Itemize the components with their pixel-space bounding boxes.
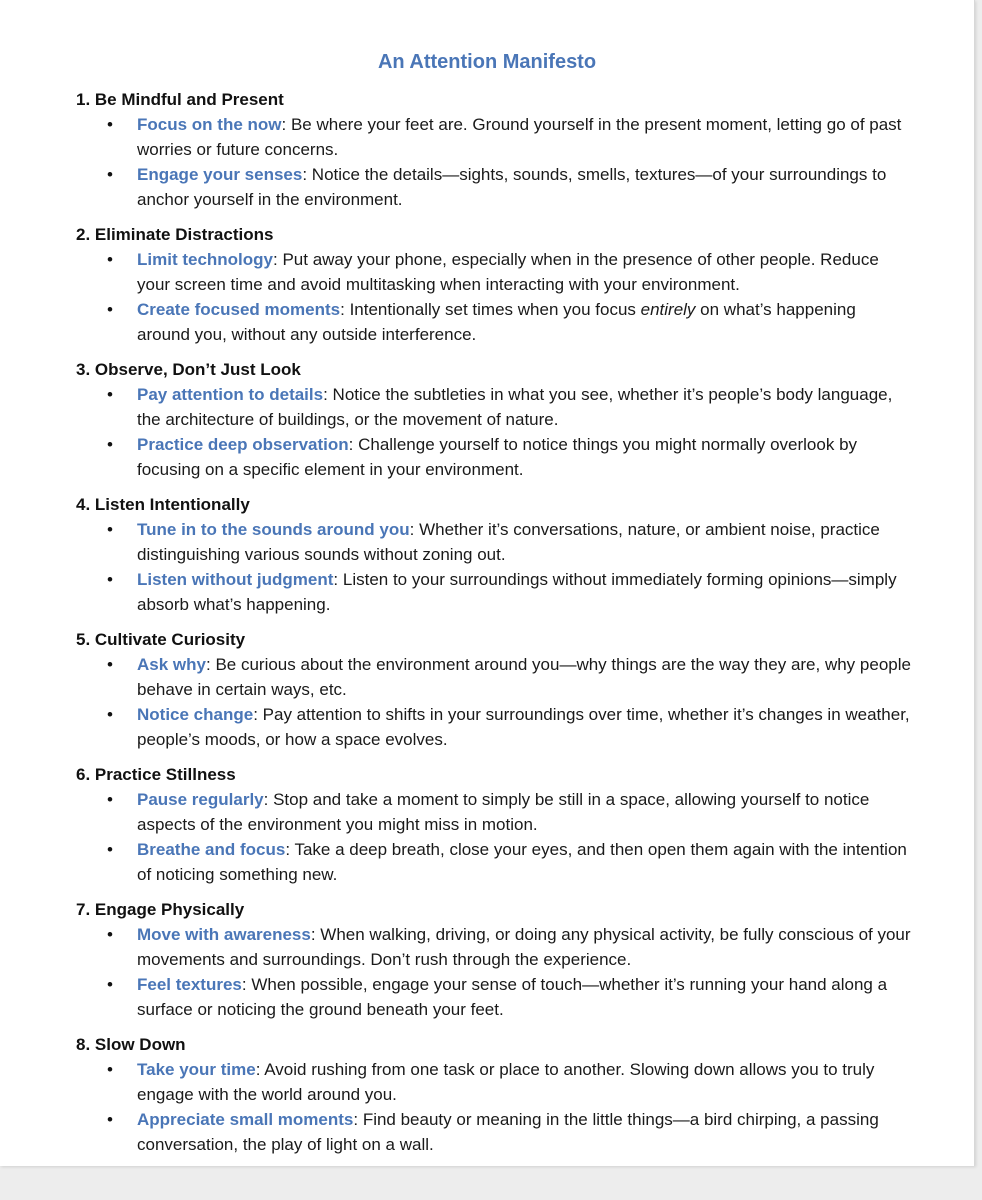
item-text: Notice the subtleties in what you see, whether it’s people’s body language, the architecture of buildings, or the movement of nature.: [137, 385, 893, 429]
item-text: Find beauty or meaning in the little things—a bird chirping, a passing conversation, the play of light on a wall.: [137, 1110, 879, 1154]
list-item: [76, 247, 912, 297]
item-text: Put away your phone, especially when in the presence of other people. Reduce your screen time and avoid multitasking when interacting with your environment.: [137, 250, 879, 294]
bullet-dot-icon: •: [107, 790, 113, 809]
section-heading: 7. Engage Physically: [76, 900, 245, 919]
item-separator: :: [340, 300, 350, 319]
item-text: Listen to your surroundings without immediately forming opinions—simply absorb what’s happening.: [137, 570, 897, 614]
item-text: on what’s happening around you, without any outside interference.: [137, 300, 856, 344]
list-item: [76, 702, 912, 752]
bullet-dot-icon: •: [107, 655, 113, 674]
item-separator: :: [273, 250, 283, 269]
bullet-list: [76, 1057, 912, 1157]
bullet-dot-icon: •: [107, 250, 113, 269]
bullet-dot-icon: •: [107, 975, 113, 994]
manifesto-section: [76, 628, 912, 752]
item-text: Be where your feet are. Ground yourself in the present moment, letting go of past worries or future concerns.: [137, 115, 902, 159]
list-item: [76, 837, 912, 887]
manifesto-content: [76, 88, 912, 1157]
item-text: Avoid rushing from one task or place to another. Slowing down allows you to truly engage with the world around you.: [137, 1060, 875, 1104]
item-separator: :: [263, 790, 274, 809]
list-item: [76, 787, 912, 837]
list-item: [76, 162, 912, 212]
section-heading: 5. Cultivate Curiosity: [76, 630, 246, 649]
item-separator: :: [285, 840, 295, 859]
item-term: Feel textures: [137, 975, 242, 994]
bullet-list: [76, 247, 912, 347]
item-term: Breathe and focus: [137, 840, 286, 859]
item-term: Create focused moments: [137, 300, 341, 319]
item-separator: :: [205, 655, 216, 674]
manifesto-section: [76, 223, 912, 347]
manifesto-section: [76, 88, 912, 212]
item-separator: :: [323, 385, 333, 404]
page-title: An Attention Manifesto: [377, 51, 597, 73]
item-text-emphasis: entirely: [640, 300, 696, 319]
item-separator: :: [409, 520, 420, 539]
item-term: Move with awareness: [137, 925, 311, 944]
item-text: When possible, engage your sense of touch—whether it’s running your hand along a surface or noticing the ground beneath your feet.: [137, 975, 888, 1019]
item-term: Limit technology: [137, 250, 273, 269]
list-item: [76, 432, 912, 482]
bullet-dot-icon: •: [107, 115, 113, 134]
item-term: Focus on the now: [137, 115, 282, 134]
bullet-list: [76, 112, 912, 212]
item-term: Ask why: [137, 655, 206, 674]
item-separator: :: [353, 1110, 363, 1129]
bullet-list: [76, 652, 912, 752]
bullet-dot-icon: •: [107, 520, 113, 539]
item-term: Practice deep observation: [137, 435, 349, 454]
list-item: [76, 517, 912, 567]
item-term: Pause regularly: [137, 790, 264, 809]
section-heading: 2. Eliminate Distractions: [76, 225, 274, 244]
item-term: Engage your senses: [137, 165, 303, 184]
section-heading: 6. Practice Stillness: [76, 765, 236, 784]
manifesto-section: [76, 763, 912, 887]
item-separator: :: [348, 435, 359, 454]
item-separator: :: [302, 165, 312, 184]
item-term: Take your time: [137, 1060, 256, 1079]
bullet-list: [76, 922, 912, 1022]
item-separator: :: [253, 705, 263, 724]
manifesto-section: [76, 898, 912, 1022]
item-text: Notice the details—sights, sounds, smells, textures—of your surroundings to anchor yourself in the environment.: [137, 165, 887, 209]
bullet-dot-icon: •: [107, 925, 113, 944]
item-separator: :: [310, 925, 321, 944]
bullet-dot-icon: •: [107, 570, 113, 589]
bullet-list: [76, 787, 912, 887]
list-item: [76, 1057, 912, 1107]
section-heading: 1. Be Mindful and Present: [76, 90, 284, 109]
section-heading: 4. Listen Intentionally: [76, 495, 250, 514]
item-text: Challenge yourself to notice things you might normally overlook by focusing on a specific element in your environment.: [137, 435, 858, 479]
item-text: Pay attention to shifts in your surroundings over time, whether it’s changes in weather, people’s moods, or how a space evolves.: [137, 705, 910, 749]
item-term: Appreciate small moments: [137, 1110, 354, 1129]
bullet-dot-icon: •: [107, 1060, 113, 1079]
list-item: [76, 382, 912, 432]
bullet-dot-icon: •: [107, 385, 113, 404]
item-separator: :: [281, 115, 291, 134]
bullet-list: [76, 517, 912, 617]
list-item: [76, 972, 912, 1022]
item-term: Listen without judgment: [137, 570, 334, 589]
section-heading: 8. Slow Down: [76, 1035, 186, 1054]
list-item: [76, 922, 912, 972]
item-text: Take a deep breath, close your eyes, and then open them again with the intention of noticing something new.: [137, 840, 907, 884]
item-term: Tune in to the sounds around you: [137, 520, 410, 539]
item-text: Intentionally set times when you focus: [349, 300, 641, 319]
item-term: Notice change: [137, 705, 254, 724]
bullet-dot-icon: •: [107, 705, 113, 724]
item-text: Stop and take a moment to simply be still in a space, allowing yourself to notice aspects of the environment you might miss in motion.: [137, 790, 870, 834]
list-item: [76, 567, 912, 617]
item-separator: :: [255, 1060, 265, 1079]
bullet-dot-icon: •: [107, 435, 113, 454]
item-term: Pay attention to details: [137, 385, 324, 404]
item-text: When walking, driving, or doing any physical activity, be fully conscious of your movements and surroundings. Don’t rush through the experience.: [137, 925, 911, 969]
list-item: [76, 652, 912, 702]
bullet-dot-icon: •: [107, 165, 113, 184]
item-separator: :: [241, 975, 252, 994]
manifesto-section: [76, 493, 912, 617]
bullet-list: [76, 382, 912, 482]
item-separator: :: [333, 570, 343, 589]
item-text: Be curious about the environment around you—why things are the way they are, why people behave in certain ways, etc.: [137, 655, 911, 699]
manifesto-section: [76, 1033, 912, 1157]
bullet-dot-icon: •: [107, 300, 113, 319]
list-item: [76, 112, 912, 162]
bullet-dot-icon: •: [107, 840, 113, 859]
list-item: [76, 297, 912, 347]
list-item: [76, 1107, 912, 1157]
item-text: Whether it’s conversations, nature, or ambient noise, practice distinguishing various sounds without zoning out.: [137, 520, 880, 564]
section-heading: 3. Observe, Don’t Just Look: [76, 360, 301, 379]
manifesto-section: [76, 358, 912, 482]
bullet-dot-icon: •: [107, 1110, 113, 1129]
